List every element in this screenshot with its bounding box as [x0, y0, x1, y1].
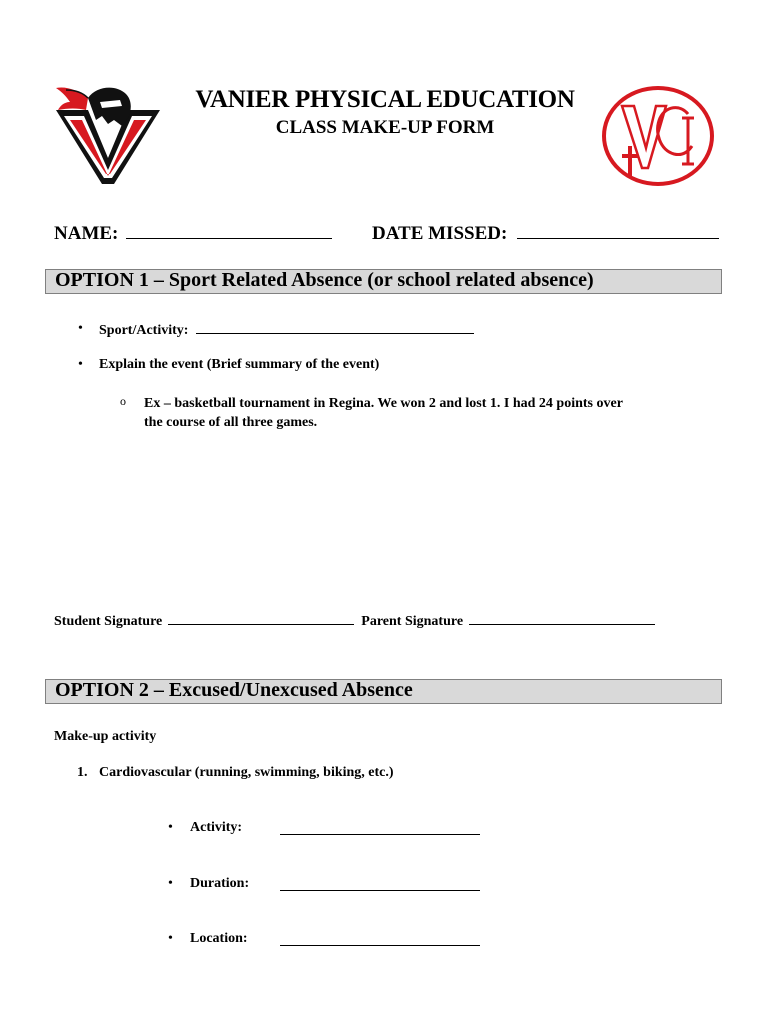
option2-header	[45, 679, 722, 704]
duration-line[interactable]	[280, 878, 480, 891]
vcl-crest-logo	[596, 84, 716, 188]
example-line-1: Ex – basketball tournament in Regina. We won 2 and lost 1. I had 24 points over	[144, 396, 623, 411]
student-signature-label: Student Signature	[54, 614, 163, 629]
duration-label: Duration:	[190, 876, 250, 891]
date-missed-field[interactable]	[372, 222, 719, 245]
form-subtitle: CLASS MAKE-UP FORM	[275, 117, 495, 138]
vanier-knight-logo	[52, 80, 164, 186]
student-signature-line[interactable]	[168, 612, 354, 625]
location-line[interactable]	[280, 933, 480, 946]
name-field[interactable]	[54, 222, 332, 245]
hollow-bullet-icon: o	[120, 394, 126, 408]
signature-row	[54, 612, 655, 630]
sport-activity-line[interactable]	[196, 321, 474, 334]
sport-activity-field[interactable]	[99, 321, 474, 339]
bullet-icon: •	[168, 820, 173, 835]
example-text	[144, 394, 724, 432]
makeup-activity-label: Make-up activity	[54, 729, 157, 744]
location-label: Location:	[190, 931, 248, 946]
name-line[interactable]	[126, 222, 332, 239]
item1-label: Cardiovascular (running, swimming, biking, etc.)	[99, 765, 394, 780]
activity-label: Activity:	[190, 820, 243, 835]
bullet-icon: •	[168, 931, 173, 946]
activity-line[interactable]	[280, 822, 480, 835]
date-missed-label: DATE MISSED:	[372, 223, 508, 244]
option1-header	[45, 269, 722, 294]
explain-label: Explain the event (Brief summary of the event)	[99, 357, 380, 372]
parent-signature-label: Parent Signature	[361, 614, 464, 629]
bullet-icon: •	[168, 876, 173, 891]
bullet-icon: •	[78, 321, 83, 336]
name-label: NAME:	[54, 223, 119, 244]
parent-signature-line[interactable]	[469, 612, 655, 625]
sport-activity-label: Sport/Activity:	[99, 323, 189, 338]
form-title: VANIER PHYSICAL EDUCATION	[195, 86, 575, 113]
date-missed-line[interactable]	[517, 222, 719, 239]
bullet-icon: •	[78, 357, 83, 372]
option1-title: OPTION 1 – Sport Related Absence (or school related absence)	[55, 269, 594, 291]
item1-number: 1.	[77, 765, 88, 780]
option2-title: OPTION 2 – Excused/Unexcused Absence	[55, 679, 413, 701]
example-line-2: the course of all three games.	[144, 415, 318, 430]
